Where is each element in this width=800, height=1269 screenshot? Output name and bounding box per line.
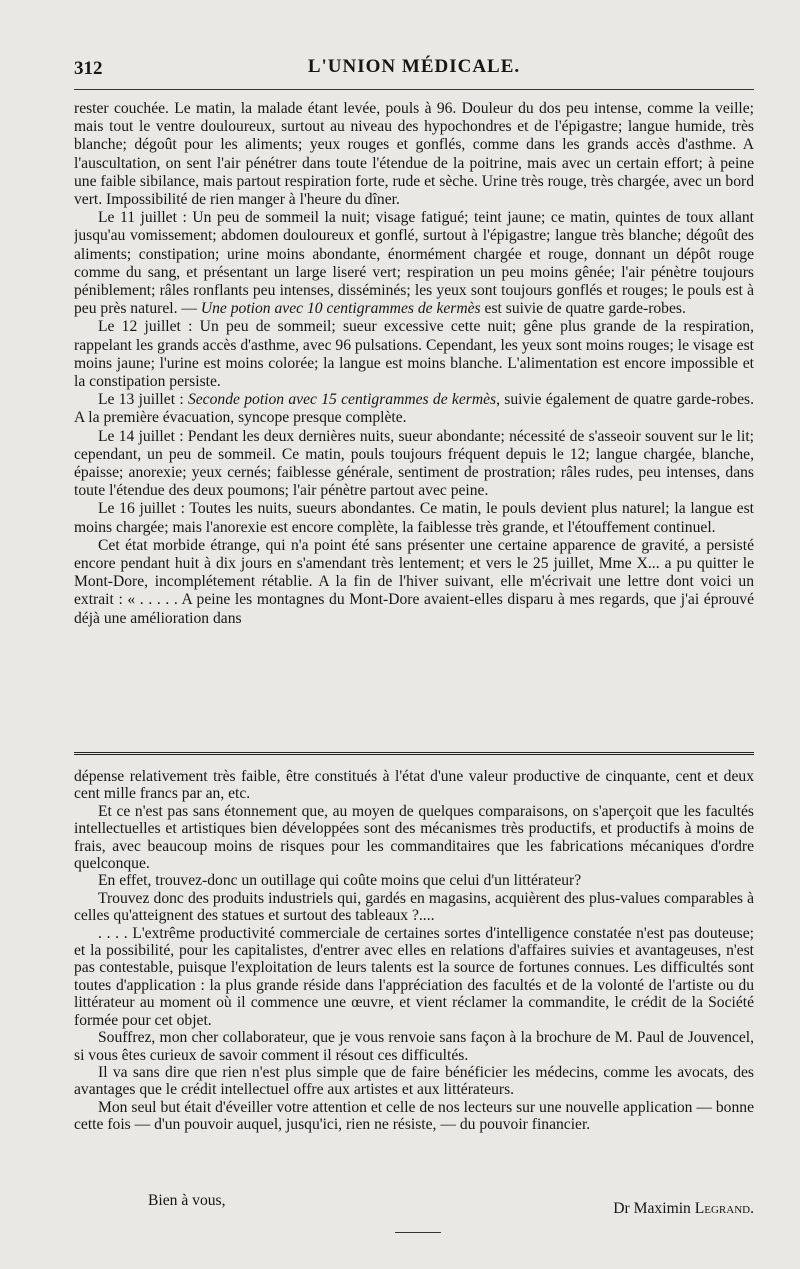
- paragraph: dépense relativement très faible, être constitués à l'état d'une valeur productive de cinquante, cent et deux cent mille francs par an, etc.: [74, 768, 754, 803]
- paragraph: Et ce n'est pas sans étonnement que, au moyen de quelques comparaisons, on s'aperçoit que les facultés intellectuelles et artistiques bien développées sont des mécanismes très productifs, et productifs à moins de frais, avec beaucoup moins de risques pour les commanditaires que les fabrications mécaniques d'ordre quelconque.: [74, 802, 754, 873]
- closing: [74, 1192, 754, 1218]
- paragraph: rester couchée. Le matin, la malade étant levée, pouls à 96. Douleur du dos peu intense, comme la veille; mais tout le ventre douloureux, surtout au niveau des hypochondres et de l'épigastre; langue humide, très blanche; dégoût pour les aliments; yeux rouges et gonflés, comme dans les grands accès d'asthme. A l'auscultation, on sent l'air pénétrer dans toute l'étendue de la poitrine, mais avec un certain effort; à peine une faible sibilance, mais partout respiration forte, rude et sèche. Urine très rouge, très chargée, avec un bord vert. Impossibilité de rien manger à l'heure du dîner.: [74, 100, 754, 209]
- top-column: [74, 100, 754, 746]
- signature-name: Legrand.: [694, 1200, 754, 1217]
- end-rule: [395, 1232, 441, 1233]
- paragraph: [74, 391, 754, 427]
- header-rule: [74, 89, 754, 90]
- text-run: Le 13 juillet :: [98, 391, 188, 409]
- paragraph: Souffrez, mon cher collaborateur, que je vous renvoie sans façon à la brochure de M. Paul de Jouvencel, si vous êtes curieux de savoir comment il résout ces difficultés.: [74, 1029, 754, 1064]
- paragraph: Cet état morbide étrange, qui n'a point été sans présenter une certaine apparence de gravité, a persisté encore pendant huit à dix jours en s'amendant très lentement; et vers le 25 juillet, Mme X... a pu quitter le Mont-Dore, incomplétement rétablie. A la fin de l'hiver suivant, elle m'écrivait une lettre dont voici un extrait : « . . . . . A peine les montagnes du Mont-Dore avaient-elles disparu à mes regards, que j'ai éprouvé déjà une amélioration dans: [74, 536, 754, 627]
- paragraph: Mon seul but était d'éveiller votre attention et celle de nos lecteurs sur une nouvelle application — bonne cette fois — d'un pouvoir auquel, jusqu'ici, rien ne résiste, — du pouvoir financier.: [74, 1098, 754, 1134]
- page-number: 312: [74, 58, 103, 79]
- paragraph: . . . . L'extrême productivité commerciale de certaines sortes d'intelligence constatée n'est pas douteuse; et la possibilité, pour les capitalistes, d'entrer avec elles en relations d'affaires suivies et avantageuses, n'est pas contestable, puisque l'exploitation de leurs talents est la source de fortunes connues. Les difficultés sont toutes d'application : la plus grande réside dans l'appréciation des facultés et de la volonté de l'artiste ou du littérateur au moment où il commence une œuvre, et vient réclamer la commandite, le crédit de la Société formée pour cet objet.: [74, 924, 754, 1029]
- paragraph: Il va sans dire que rien n'est plus simple que de faire bénéficier les médecins, comme les avocats, des avantages que le crédit intellectuel offre aux artistes et aux littérateurs.: [74, 1063, 754, 1099]
- paragraph: Le 16 juillet : Toutes les nuits, sueurs abondantes. Ce matin, le pouls devient plus naturel; la langue est moins chargée; mais l'anorexie est encore complète, la faiblesse très grande, et l'étouffement continuel.: [74, 500, 754, 536]
- signature: [613, 1200, 754, 1218]
- running-title: L'UNION MÉDICALE.: [307, 56, 521, 77]
- section-separator: [74, 752, 754, 755]
- italic-text: Une potion avec 10 centigrammes de kermès: [200, 300, 481, 318]
- text-run: est suivie de quatre garde-robes.: [480, 300, 686, 318]
- paragraph: Le 12 juillet : Un peu de sommeil; sueur excessive cette nuit; gêne plus grande de la respiration, rappelant les grands accès d'asthme, avec 96 pulsations. Cependant, les yeux sont moins rouges; le visage est moins jaune; l'urine est moins colorée; la langue est moins blanche. L'alimentation est encore impossible et la constipation persiste.: [74, 318, 754, 391]
- text-run: , suivie également de quatre garde-robes. A la première évacuation, syncope presque complète.: [74, 391, 754, 427]
- paragraph: En effet, trouvez-donc un outillage qui coûte moins que celui d'un littérateur?: [98, 872, 582, 890]
- bottom-column: [74, 768, 754, 1188]
- paragraph: Trouvez donc des produits industriels qui, gardés en magasins, acquièrent des plus-values comparables à celles qu'atteignent des statues et surtout des tableaux ?....: [74, 889, 754, 925]
- signature-prefix: Dr Maximin: [613, 1200, 695, 1217]
- text-run: Le 11 juillet : Un peu de sommeil la nuit; visage fatigué; teint jaune; ce matin, quintes de toux allant jusqu'au vomissement; abdomen douloureux et gonflé, surtout à l'épigastre; langue très blanche; dégoût des aliments; constipation; urine moins abondante, énormément chargée et rouge, donnant un dépôt rouge comme du sang, et présentant un large liseré vert; respiration un peu moins gênée; l'air pénètre toujours péniblement; râles ronflants peu intenses, disséminés; les yeux sont toujours gonflés et rouges; le pouls est à peu près naturel. —: [74, 209, 754, 318]
- salutation: Bien à vous,: [148, 1192, 226, 1209]
- paragraph: Le 14 juillet : Pendant les deux dernières nuits, sueur abondante; nécessité de s'asseoir souvent sur le lit; cependant, un peu de sommeil. Ce matin, pouls toujours fréquent depuis le 12; langue chargée, blanche, épaisse; anorexie; yeux cernés; faiblesse générale, sentiment de prostration; râles rudes, peu intenses, dans toute l'étendue des deux poumons; l'air pénètre partout avec peine.: [74, 427, 754, 500]
- italic-text: Seconde potion avec 15 centigrammes de kermès: [187, 391, 497, 409]
- page-header: [74, 52, 754, 82]
- paragraph: [74, 209, 754, 318]
